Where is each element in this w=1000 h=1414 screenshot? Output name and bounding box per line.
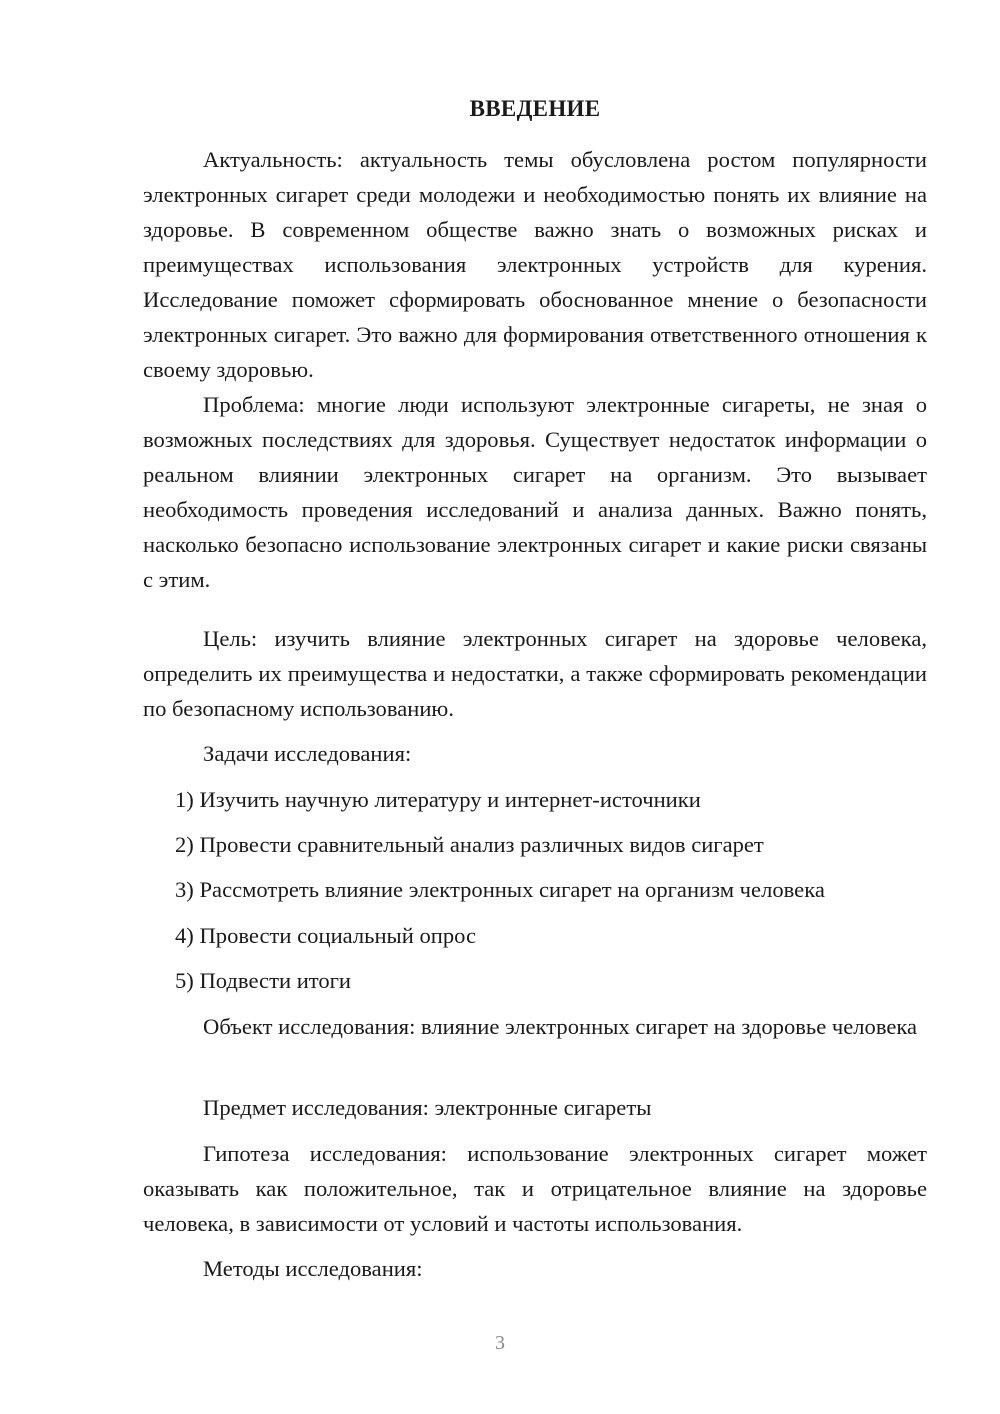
relevance-paragraph: Актуальность: актуальность темы обусловлена ростом популярности электронных сигарет среди молодежи и необходимостью понять их влияние на здоровье. В современном обществе важно знать о возможных рисках и преимуществах использования электронных устройств для курения. Исследование поможет сформировать обоснованное мнение о безопасности электронных сигарет. Это важно для формирования ответственного отношения к своему здоровью. [143, 147, 927, 382]
problem-paragraph: Проблема: многие люди используют электронные сигареты, не зная о возможных последствиях для здоровья. Существует недостаток информации о реальном влиянии электронных сигарет на организм. Это вызывает необходимость проведения исследований и анализа данных. Важно понять, насколько безопасно использование электронных сигарет и какие риски связаны с этим. [143, 392, 927, 592]
page-number: 3 [495, 1332, 505, 1354]
section-heading: ВВЕДЕНИЕ [469, 96, 601, 121]
methods-title: Методы исследования: [203, 1256, 423, 1281]
task-item: 1) Изучить научную литературу и интернет-источники [175, 787, 701, 812]
object-paragraph: Объект исследования: влияние электронных сигарет на здоровье человека [203, 1014, 918, 1039]
task-item: 4) Провести социальный опрос [175, 923, 477, 948]
tasks-title: Задачи исследования: [203, 741, 412, 766]
goal-paragraph: Цель: изучить влияние электронных сигарет на здоровье человека, определить их преимущества и недостатки, а также сформировать рекомендации по безопасному использованию. [143, 626, 927, 721]
task-item: 3) Рассмотреть влияние электронных сигарет на организм человека [175, 877, 825, 902]
hypothesis-paragraph: Гипотеза исследования: использование электронных сигарет может оказывать как положительное, так и отрицательное влияние на здоровье человека, в зависимости от условий и частоты использования. [143, 1141, 927, 1236]
subject-paragraph: Предмет исследования: электронные сигареты [203, 1095, 652, 1120]
document-page [143, 0, 927, 1414]
task-item: 5) Подвести итоги [175, 968, 352, 993]
task-item: 2) Провести сравнительный анализ различных видов сигарет [175, 832, 764, 857]
